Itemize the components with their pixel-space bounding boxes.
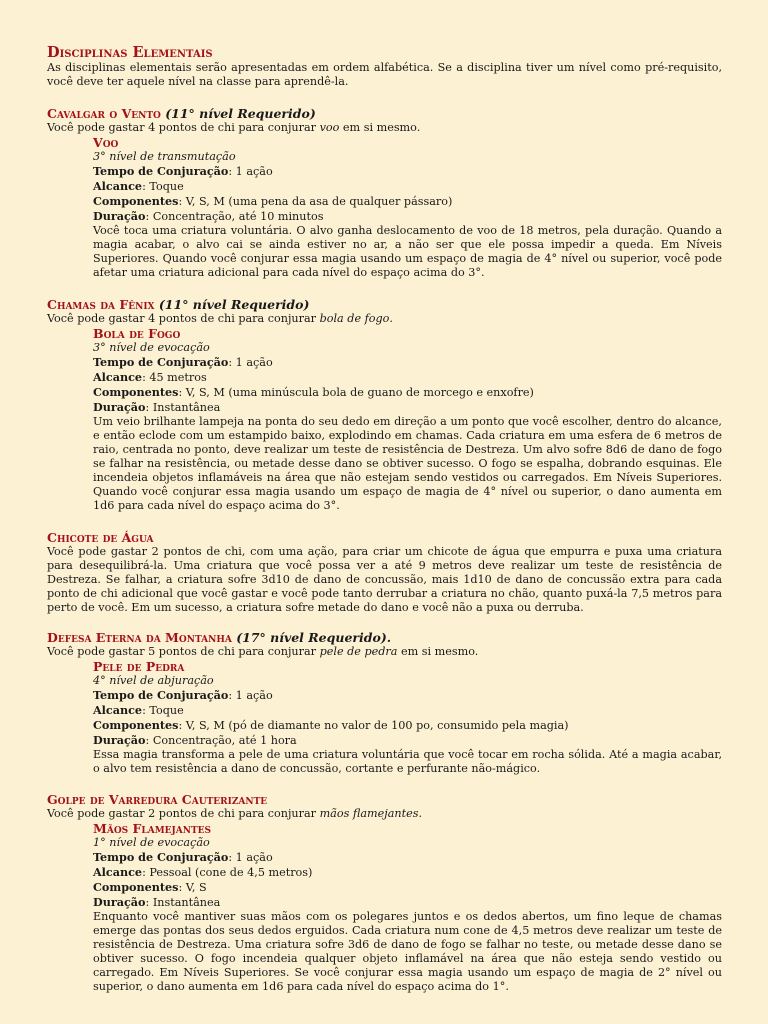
discipline-text-post: . xyxy=(418,807,423,820)
discipline-text-pre: Você pode gastar 2 pontos de chi para conjurar xyxy=(47,807,320,820)
range-value: : Toque xyxy=(142,180,184,193)
discipline-chamas-da-fenix xyxy=(47,297,722,513)
discipline-heading xyxy=(47,106,722,121)
duration-label: Duração xyxy=(93,209,146,223)
spell-components xyxy=(93,385,722,400)
page-title: Disciplinas Elementais xyxy=(47,44,213,61)
spell-components xyxy=(93,880,722,895)
discipline-defesa-eterna-da-montanha xyxy=(47,630,722,776)
discipline-spell-ref: bola de fogo xyxy=(319,312,390,325)
components-label: Componentes xyxy=(93,385,179,399)
spell-range xyxy=(93,703,722,718)
range-label: Alcance xyxy=(93,865,143,879)
discipline-text-post: em si mesmo. xyxy=(339,121,421,134)
spell-name: Bola de Fogo xyxy=(93,326,181,341)
discipline-requirement: (11° nível Requerido) xyxy=(158,297,310,312)
spell-duration xyxy=(93,400,722,415)
spell-range xyxy=(93,179,722,194)
discipline-heading xyxy=(47,297,722,312)
spell-name: Pele de Pedra xyxy=(93,659,185,674)
components-value: : V, S, M (pó de diamante no valor de 100 po, consumido pela magia) xyxy=(178,719,569,732)
intro-paragraph: As disciplinas elementais serão apresentadas em ordem alfabética. Se a disciplina tiver um nível como pré-requisito, você deve ter aquele nível na classe para aprendê-la. xyxy=(47,61,722,88)
casting-value: : 1 ação xyxy=(228,165,273,178)
components-value: : V, S, M (uma pena da asa de qualquer pássaro) xyxy=(178,195,453,208)
spell-block-maos-flamejantes xyxy=(93,821,722,994)
discipline-text xyxy=(47,121,722,135)
components-value: : V, S, M (uma minúscula bola de guano de morcego e enxofre) xyxy=(178,386,534,399)
discipline-text-pre: Você pode gastar 5 pontos de chi para conjurar xyxy=(47,645,320,658)
discipline-cavalgar-o-vento xyxy=(47,106,722,280)
spell-description: Um veio brilhante lampeja na ponta do seu dedo em direção a um ponto que você escolher, dentro do alcance, e então eclode com um estampido baixo, explodindo em chamas. Cada criatura em uma esfera de 6 metros de raio, centrada no ponto, deve realizar um teste de resistência de Destreza. Um alvo sofre 8d6 de dano de fogo se falhar na resistência, ou metade desse dano se obtiver sucesso. O fogo se espalha, dobrando esquinas. Ele incendeia objetos inflamáveis na área que não estejam sendo vestidos ou carregados. Em Níveis Superiores. Quando você conjurar essa magia usando um espaço de magia de 4° nível ou superior, o dano aumenta em 1d6 para cada nível do espaço acima do 3°. xyxy=(93,415,722,512)
discipline-spell-ref: voo xyxy=(319,121,340,134)
range-label: Alcance xyxy=(93,370,143,384)
range-label: Alcance xyxy=(93,179,143,193)
discipline-spell-ref: mãos flamejantes xyxy=(319,807,419,820)
spell-block-bola-de-fogo xyxy=(93,326,722,513)
discipline-text-pre: Você pode gastar 4 pontos de chi para conjurar xyxy=(47,312,320,325)
spell-casting-time xyxy=(93,850,722,865)
casting-value: : 1 ação xyxy=(228,689,273,702)
spell-block-pele-de-pedra xyxy=(93,659,722,776)
casting-label: Tempo de Conjuração xyxy=(93,850,229,864)
spell-name: Voo xyxy=(93,135,119,150)
casting-label: Tempo de Conjuração xyxy=(93,164,229,178)
discipline-text xyxy=(47,312,722,326)
spell-school: 4° nível de abjuração xyxy=(93,674,214,687)
range-value: : Toque xyxy=(142,704,184,717)
discipline-name: Golpe de Varredura Cauterizante xyxy=(47,792,268,807)
spell-description: Enquanto você mantiver suas mãos com os polegares juntos e os dedos abertos, um fino leque de chamas emerge das pontas dos seus dedos erguidos. Cada criatura num cone de 4,5 metros deve realizar um teste de resistência de Destreza. Uma criatura sofre 3d6 de dano de fogo se falhar no teste, ou metade desse dano se obtiver sucesso. O fogo incendeia qualquer objeto inflamável na área que não esteja sendo vestido ou carregado. Em Níveis Superiores. Se você conjurar essa magia usando um espaço de magia de 2° nível ou superior, o dano aumenta em 1d6 para cada nível do espaço acima do 1°. xyxy=(93,910,722,993)
range-value: : 45 metros xyxy=(142,371,207,384)
range-value: : Pessoal (cone de 4,5 metros) xyxy=(142,866,313,879)
spell-name: Mãos Flamejantes xyxy=(93,821,212,836)
discipline-text: Você pode gastar 2 pontos de chi, com uma ação, para criar um chicote de água que empurra e puxa uma criatura para desequilibrá-la. Uma criatura que você possa ver a até 9 metros deve realizar um teste de resistência de Destreza. Se falhar, a criatura sofre 3d10 de dano de concussão, mais 1d10 de dano de concussão extra para cada ponto de chi adicional que você gastar e você pode tanto derrubar a criatura no chão, quanto puxá-la 7,5 metros para perto de você. Em um sucesso, a criatura sofre metade do dano e você não a puxa ou derruba. xyxy=(47,545,722,614)
spell-description: Você toca uma criatura voluntária. O alvo ganha deslocamento de voo de 18 metros, pela duração. Quando a magia acabar, o alvo cai se ainda estiver no ar, a não ser que ele possa impedir a queda. Em Níveis Superiores. Quando você conjurar essa magia usando um espaço de magia de 4° nível ou superior, você pode afetar uma criatura adicional para cada nível do espaço acima do 3°. xyxy=(93,224,722,279)
spell-casting-time xyxy=(93,355,722,370)
duration-value: : Concentração, até 10 minutos xyxy=(145,210,324,223)
discipline-name: Cavalgar o Vento xyxy=(47,106,161,121)
discipline-spell-ref: pele de pedra xyxy=(319,645,398,658)
discipline-text-pre: Você pode gastar 4 pontos de chi para conjurar xyxy=(47,121,320,134)
discipline-name: Defesa Eterna da Montanha xyxy=(47,630,232,645)
spell-school: 3° nível de transmutação xyxy=(93,150,236,163)
duration-value: : Instantânea xyxy=(145,896,221,909)
spell-school: 3° nível de evocação xyxy=(93,341,210,354)
discipline-requirement: (17° nível Requerido). xyxy=(236,630,392,645)
duration-value: : Instantânea xyxy=(145,401,221,414)
spell-components xyxy=(93,194,722,209)
casting-value: : 1 ação xyxy=(228,851,273,864)
duration-label: Duração xyxy=(93,400,146,414)
discipline-requirement: (11° nível Requerido) xyxy=(165,106,316,121)
casting-label: Tempo de Conjuração xyxy=(93,355,229,369)
components-label: Componentes xyxy=(93,718,179,732)
discipline-heading xyxy=(47,530,722,545)
discipline-text-post: . xyxy=(389,312,393,325)
spell-duration xyxy=(93,733,722,748)
spell-block-voo xyxy=(93,135,722,280)
spell-casting-time xyxy=(93,164,722,179)
discipline-chicote-de-agua xyxy=(47,530,722,615)
discipline-text-post: em si mesmo. xyxy=(397,645,479,658)
range-label: Alcance xyxy=(93,703,143,717)
discipline-heading xyxy=(47,630,722,645)
spell-description: Essa magia transforma a pele de uma criatura voluntária que você tocar em rocha sólida. Até a magia acabar, o alvo tem resistência a dano de concussão, cortante e perfurante não-mágico. xyxy=(93,748,722,775)
discipline-golpe-de-varredura-cauterizante xyxy=(47,792,722,994)
spell-school: 1° nível de evocação xyxy=(93,836,210,849)
discipline-text xyxy=(47,807,722,821)
spell-duration xyxy=(93,209,722,224)
spell-range xyxy=(93,370,722,385)
casting-label: Tempo de Conjuração xyxy=(93,688,229,702)
duration-label: Duração xyxy=(93,895,146,909)
discipline-name: Chicote de Água xyxy=(47,530,154,545)
spell-casting-time xyxy=(93,688,722,703)
components-label: Componentes xyxy=(93,880,179,894)
discipline-name: Chamas da Fênix xyxy=(47,297,155,312)
components-label: Componentes xyxy=(93,194,179,208)
discipline-heading xyxy=(47,792,722,807)
spell-range xyxy=(93,865,722,880)
components-value: : V, S xyxy=(178,881,207,894)
discipline-text xyxy=(47,645,722,659)
duration-value: : Concentração, até 1 hora xyxy=(145,734,297,747)
spell-duration xyxy=(93,895,722,910)
spell-components xyxy=(93,718,722,733)
duration-label: Duração xyxy=(93,733,146,747)
casting-value: : 1 ação xyxy=(228,356,273,369)
